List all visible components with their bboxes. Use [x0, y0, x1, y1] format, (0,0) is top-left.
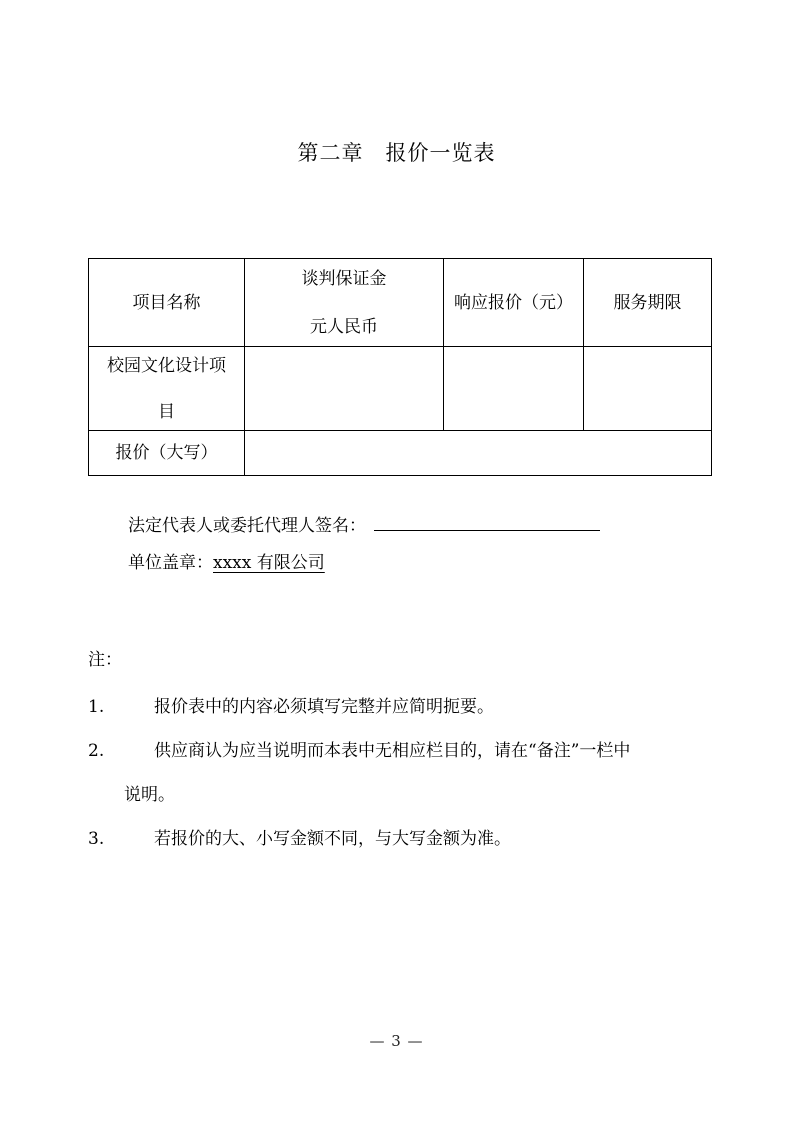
header-cell-deposit — [245, 259, 444, 347]
note-text-2 — [124, 729, 708, 817]
page-title: 第二章 报价一览表 — [297, 141, 496, 165]
cell-deposit[interactable] — [245, 347, 444, 431]
cell-project-name — [89, 347, 245, 431]
signature-representative-row — [128, 508, 688, 545]
header-label-service-period: 服务期限 — [613, 292, 682, 313]
header-label-deposit-line1: 谈判保证金 — [301, 268, 387, 289]
note-text-2-main: 供应商认为应当说明而本表中无相应栏目的，请在“备注”一栏中 — [154, 741, 631, 761]
table-header-row — [89, 259, 712, 347]
header-cell-service-period — [584, 259, 712, 347]
header-label-deposit-line2: 元人民币 — [310, 316, 378, 337]
note-text-2-continuation: 说明。 — [124, 785, 175, 805]
note-number-1: 1. — [88, 697, 105, 717]
signature-representative-label: 法定代表人或委托代理人签名： — [128, 516, 366, 536]
signature-company-seal-label: 单位盖章： — [128, 553, 213, 573]
cell-service-period[interactable] — [584, 347, 712, 431]
note-number-3: 3. — [88, 829, 105, 849]
note-item-3 — [88, 817, 708, 861]
summary-label: 报价（大写） — [89, 431, 245, 476]
table-row — [89, 347, 712, 431]
signature-block — [128, 508, 688, 582]
cell-response-price[interactable] — [444, 347, 584, 431]
header-cell-project-name — [89, 259, 245, 347]
header-label-project-name: 项目名称 — [132, 292, 201, 313]
note-text-3: 若报价的大、小写金额不同，与大写金额为准。 — [154, 829, 511, 849]
note-item-1 — [88, 685, 708, 729]
header-label-response-price: 响应报价（元） — [454, 292, 573, 313]
note-item-2 — [88, 729, 708, 817]
signature-representative-blank[interactable] — [374, 513, 600, 531]
project-name-line1: 校园文化设计项 — [107, 355, 226, 376]
signature-company-seal-value[interactable]: xxxx 有限公司 — [213, 553, 325, 573]
note-number-2: 2. — [88, 741, 105, 761]
notes-label: 注： — [88, 650, 122, 670]
table-summary-row — [89, 431, 712, 476]
quotation-table — [88, 258, 712, 476]
signature-company-seal-row — [128, 545, 688, 582]
page-footer: — 3 — — [369, 1032, 424, 1050]
project-name-line2: 目 — [158, 401, 175, 422]
header-cell-response-price — [444, 259, 584, 347]
summary-value[interactable] — [245, 431, 712, 476]
note-text-1: 报价表中的内容必须填写完整并应简明扼要。 — [154, 697, 494, 717]
notes-section — [88, 640, 708, 861]
